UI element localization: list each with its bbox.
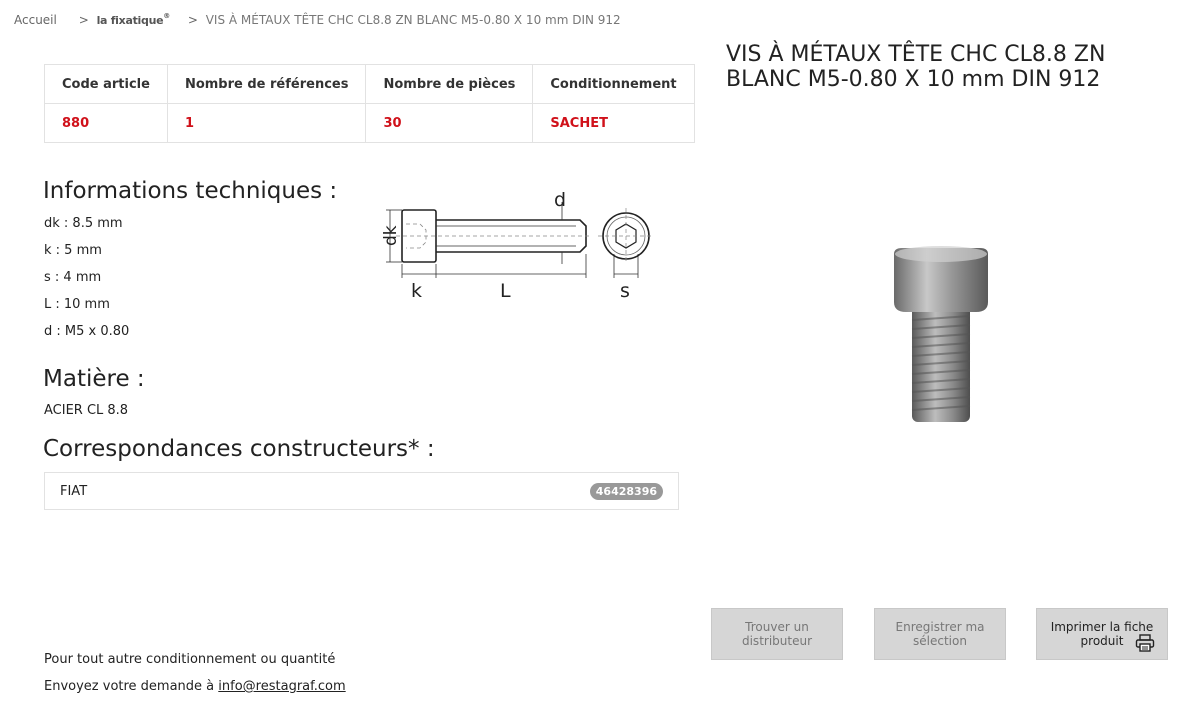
print-label-wrap [1047,620,1157,648]
breadcrumb-separator: > [78,12,89,27]
material-title: Matière : [43,366,145,392]
spec-l: L : 10 mm [44,297,110,312]
printer-icon [1135,634,1155,652]
constructor-row [44,472,679,510]
breadcrumb-home[interactable]: Accueil [14,12,57,27]
diagram-label-k: k [411,280,423,302]
spec-dk: dk : 8.5 mm [44,216,123,231]
diagram-label-l: L [500,280,511,302]
product-title: VIS À MÉTAUX TÊTE CHC CL8.8 ZN BLANC M5-0.80 X 10 mm DIN 912 [726,42,1106,92]
breadcrumb [14,12,621,27]
spec-d: d : M5 x 0.80 [44,324,130,339]
value-conditionnement: SACHET [533,104,694,143]
value-nombre-references: 1 [167,104,366,143]
header-conditionnement: Conditionnement [533,65,694,104]
find-distributor-button[interactable] [711,608,843,660]
save-selection-label: Enregistrer ma sélection [895,620,985,648]
screw-photo [876,240,1002,430]
print-label: Imprimer la fiche produit [1050,620,1154,648]
contact-email-link[interactable]: info@restagraf.com [218,679,346,694]
header-nombre-pieces: Nombre de pièces [366,65,533,104]
diagram-label-dk: dk [381,225,401,246]
constructor-name: FIAT [60,484,88,499]
footer-line-2-prefix: Envoyez votre demande à [44,679,215,694]
print-product-sheet-button[interactable] [1036,608,1168,660]
find-distributor-label: Trouver un distributeur [741,620,813,648]
constructors-title: Correspondances constructeurs* : [43,436,435,462]
brand-mark: ® [163,12,170,21]
breadcrumb-brand[interactable] [97,12,170,26]
diagram-label-d: d [554,189,567,211]
footer-line-2 [44,679,346,694]
table-row [45,104,695,143]
screw-technical-drawing [376,184,658,304]
material-value: ACIER CL 8.8 [44,403,129,418]
product-summary-table [44,64,695,143]
header-nombre-references: Nombre de références [167,65,366,104]
spec-k: k : 5 mm [44,243,102,258]
header-code-article: Code article [45,65,168,104]
save-selection-button[interactable] [874,608,1006,660]
breadcrumb-separator: > [187,12,198,27]
constructor-reference-badge: 46428396 [590,483,663,500]
footer-line-1: Pour tout autre conditionnement ou quantité [44,652,336,667]
brand-name: la fixatique [96,13,164,27]
diagram-label-s: s [620,280,630,302]
tech-info-title: Informations techniques : [43,178,338,204]
spec-s: s : 4 mm [44,270,102,285]
table-header-row [45,65,695,104]
value-code-article: 880 [45,104,168,143]
breadcrumb-current: VIS À MÉTAUX TÊTE CHC CL8.8 ZN BLANC M5-0.80 X 10 mm DIN 912 [205,12,621,27]
value-nombre-pieces: 30 [366,104,533,143]
